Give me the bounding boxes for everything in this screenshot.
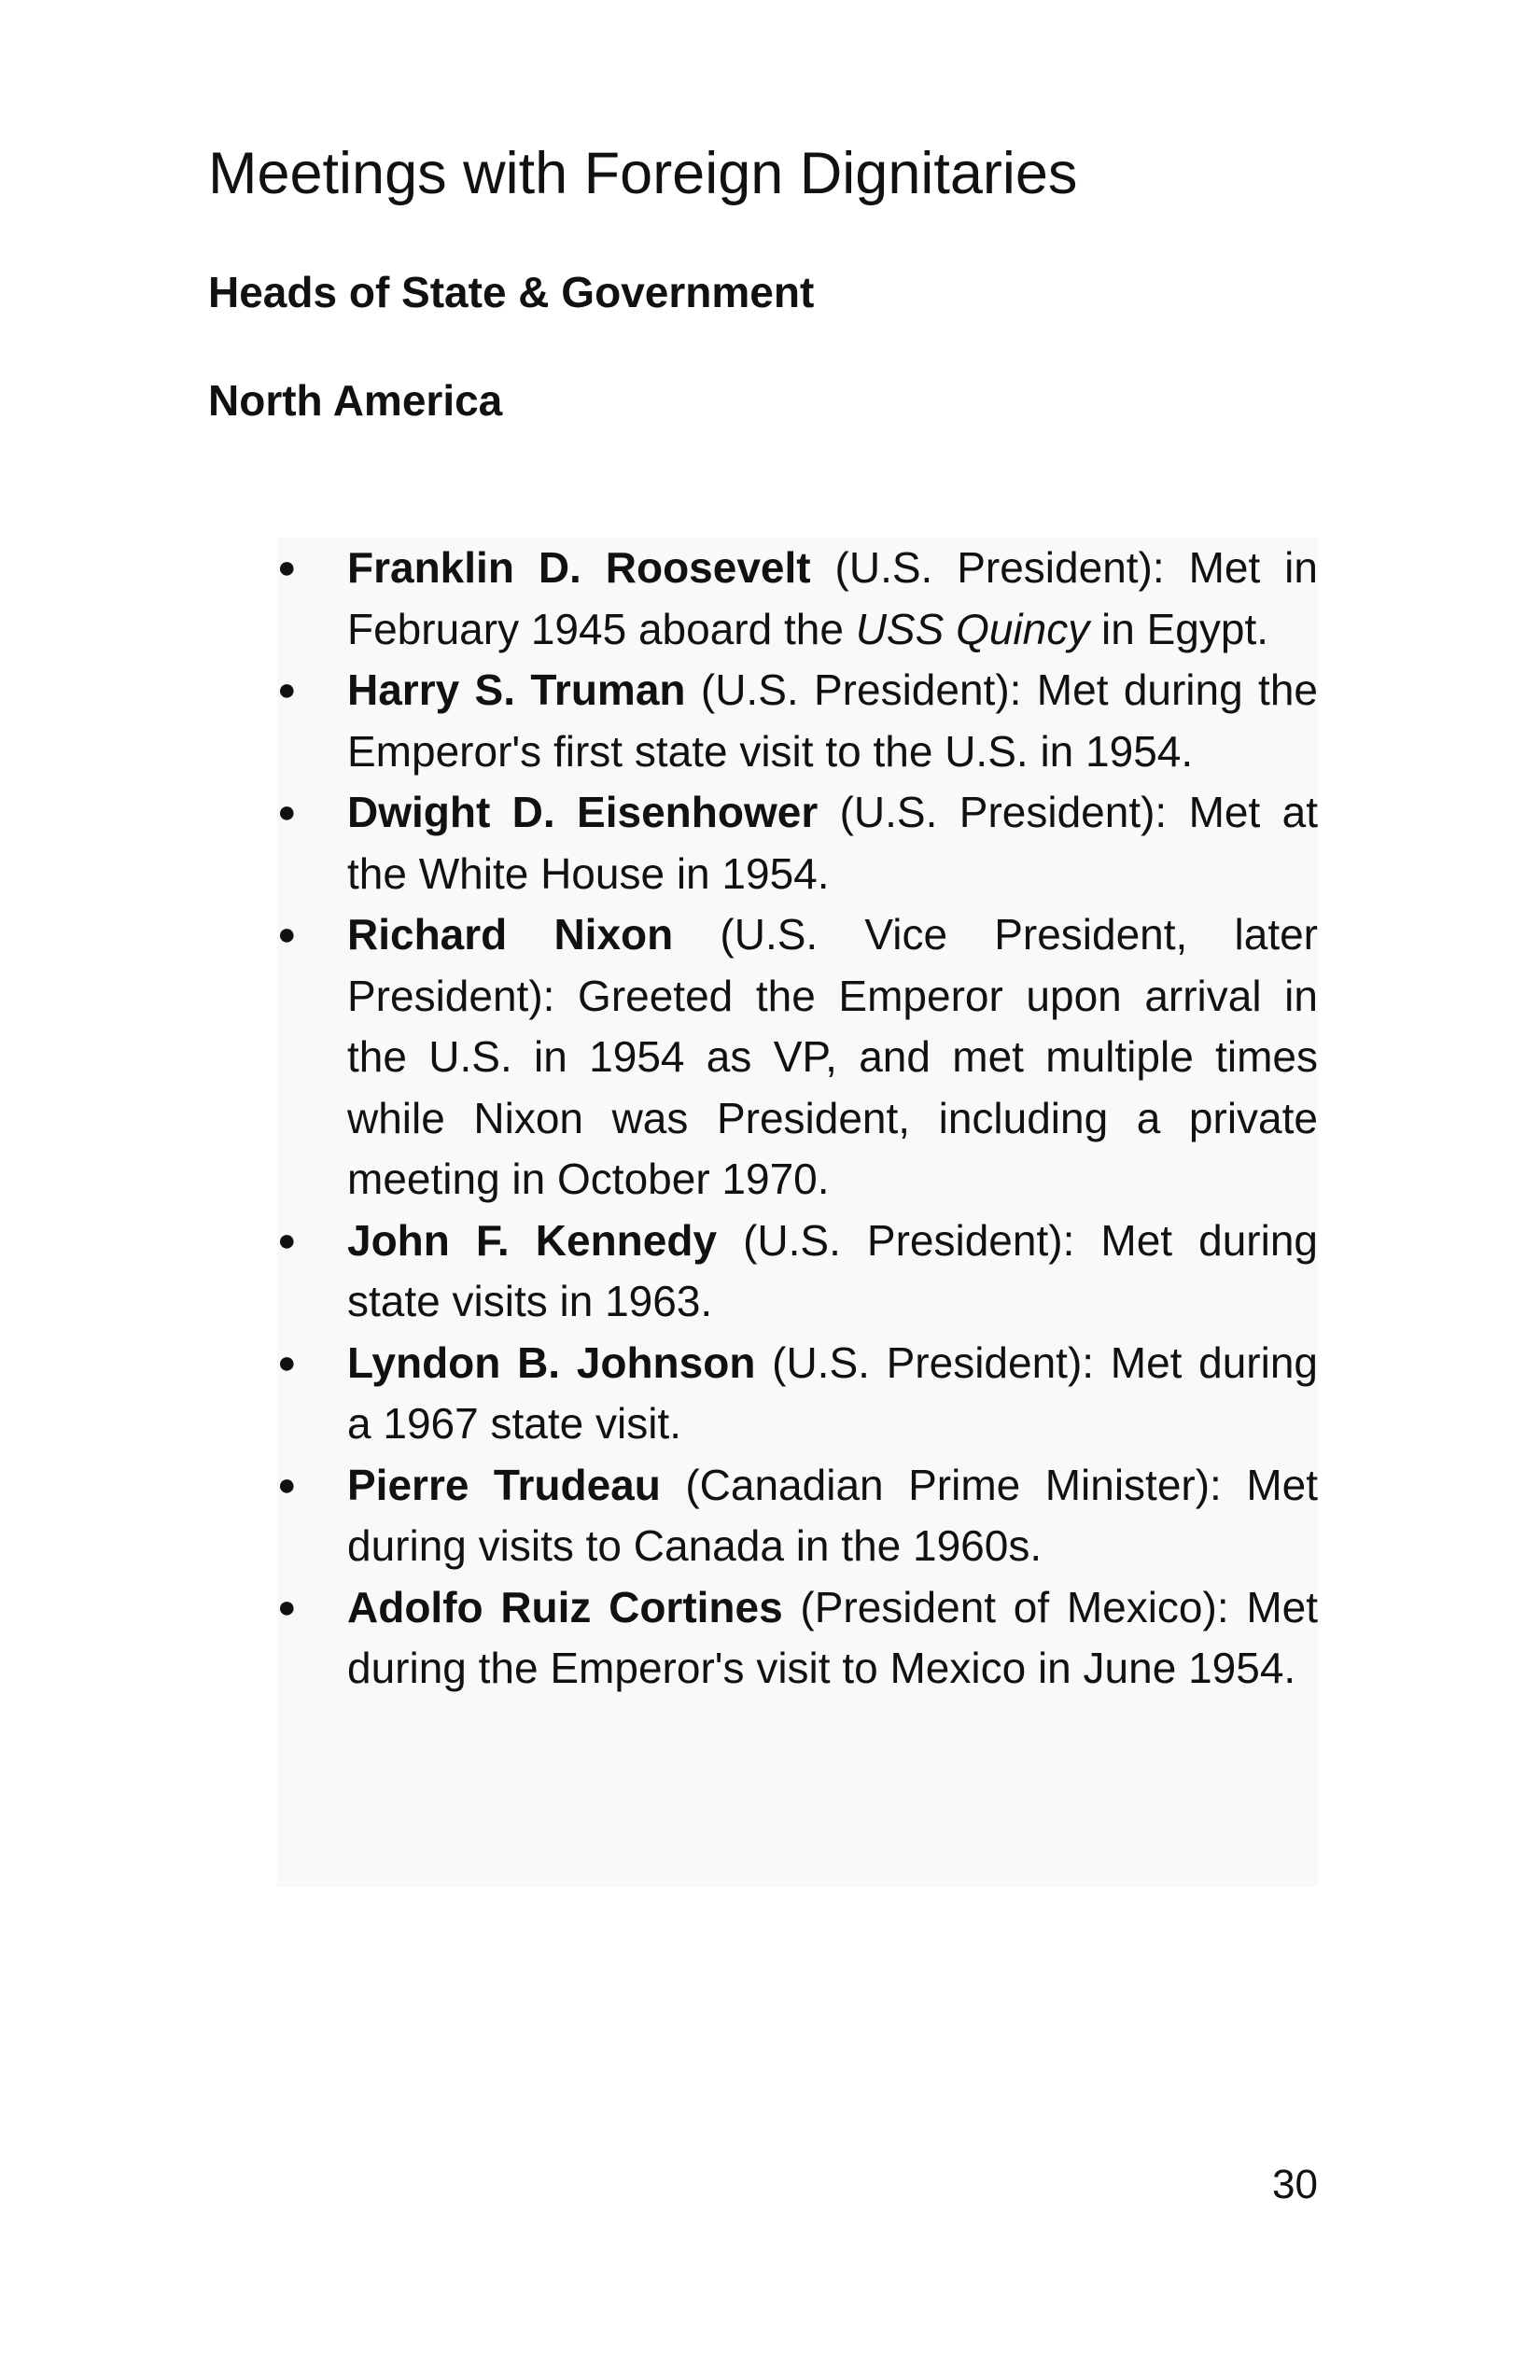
- ship-name: USS Quincy: [855, 604, 1090, 653]
- dignitary-list: [277, 538, 1318, 1700]
- list-item: [277, 782, 1318, 904]
- list-item: [277, 1455, 1318, 1577]
- bullet-icon: ●: [277, 917, 297, 952]
- bullet-icon: ●: [277, 1344, 297, 1380]
- entry-description: (U.S. President): Met during state visits in 1963.: [347, 1215, 1318, 1325]
- dignitary-name: Franklin D. Roosevelt: [347, 543, 811, 592]
- entry-description: (U.S. President): Met at the White House in 1954.: [347, 788, 1318, 898]
- dignitary-name: Richard Nixon: [347, 910, 674, 959]
- dignitary-name: Dwight D. Eisenhower: [347, 788, 819, 836]
- list-item: [277, 1577, 1318, 1700]
- dignitary-name: Pierre Trudeau: [347, 1460, 661, 1509]
- bullet-icon: ●: [277, 1589, 297, 1625]
- dignitary-name: John F. Kennedy: [347, 1215, 718, 1265]
- entry-description: (U.S. Vice President, later President): Greeted the Emperor upon arrival in the U.S. in 1954 as VP, and met multiple times while Nixon was President, including a private meeting in October 1970.: [347, 910, 1318, 1203]
- entry-description: (Canadian Prime Minister): Met during visits to Canada in the 1960s.: [347, 1460, 1318, 1570]
- dignitary-name: Adolfo Ruiz Cortines: [347, 1582, 783, 1631]
- list-item: [277, 904, 1318, 1211]
- bullet-icon: ●: [277, 1222, 297, 1258]
- entry-description: (U.S. President): Met during a 1967 state visit.: [347, 1337, 1318, 1448]
- subsection-heading: North America: [208, 376, 503, 425]
- page-number: 30: [1272, 2162, 1318, 2207]
- bullet-icon: ●: [277, 794, 297, 830]
- dignitary-name: Lyndon B. Johnson: [347, 1337, 756, 1387]
- bullet-icon: ●: [277, 1466, 297, 1503]
- section-heading: Heads of State & Government: [208, 268, 815, 316]
- entry-description: (U.S. President): Met in February 1945 aboard the: [347, 543, 1318, 653]
- bullet-icon: ●: [277, 550, 297, 585]
- list-item: [277, 660, 1318, 782]
- page-title: Meetings with Foreign Dignitaries: [208, 141, 1078, 206]
- entry-description: (President of Mexico): Met during the Emperor's visit to Mexico in June 1954.: [347, 1582, 1318, 1692]
- entry-description-end: in Egypt.: [1089, 604, 1269, 653]
- dignitary-name: Harry S. Truman: [347, 665, 686, 714]
- entry-description: (U.S. President): Met during the Emperor's first state visit to the U.S. in 1954.: [347, 665, 1318, 776]
- list-item: [277, 1211, 1318, 1333]
- list-item: [277, 538, 1318, 660]
- bullet-icon: ●: [277, 672, 297, 707]
- list-item: [277, 1333, 1318, 1455]
